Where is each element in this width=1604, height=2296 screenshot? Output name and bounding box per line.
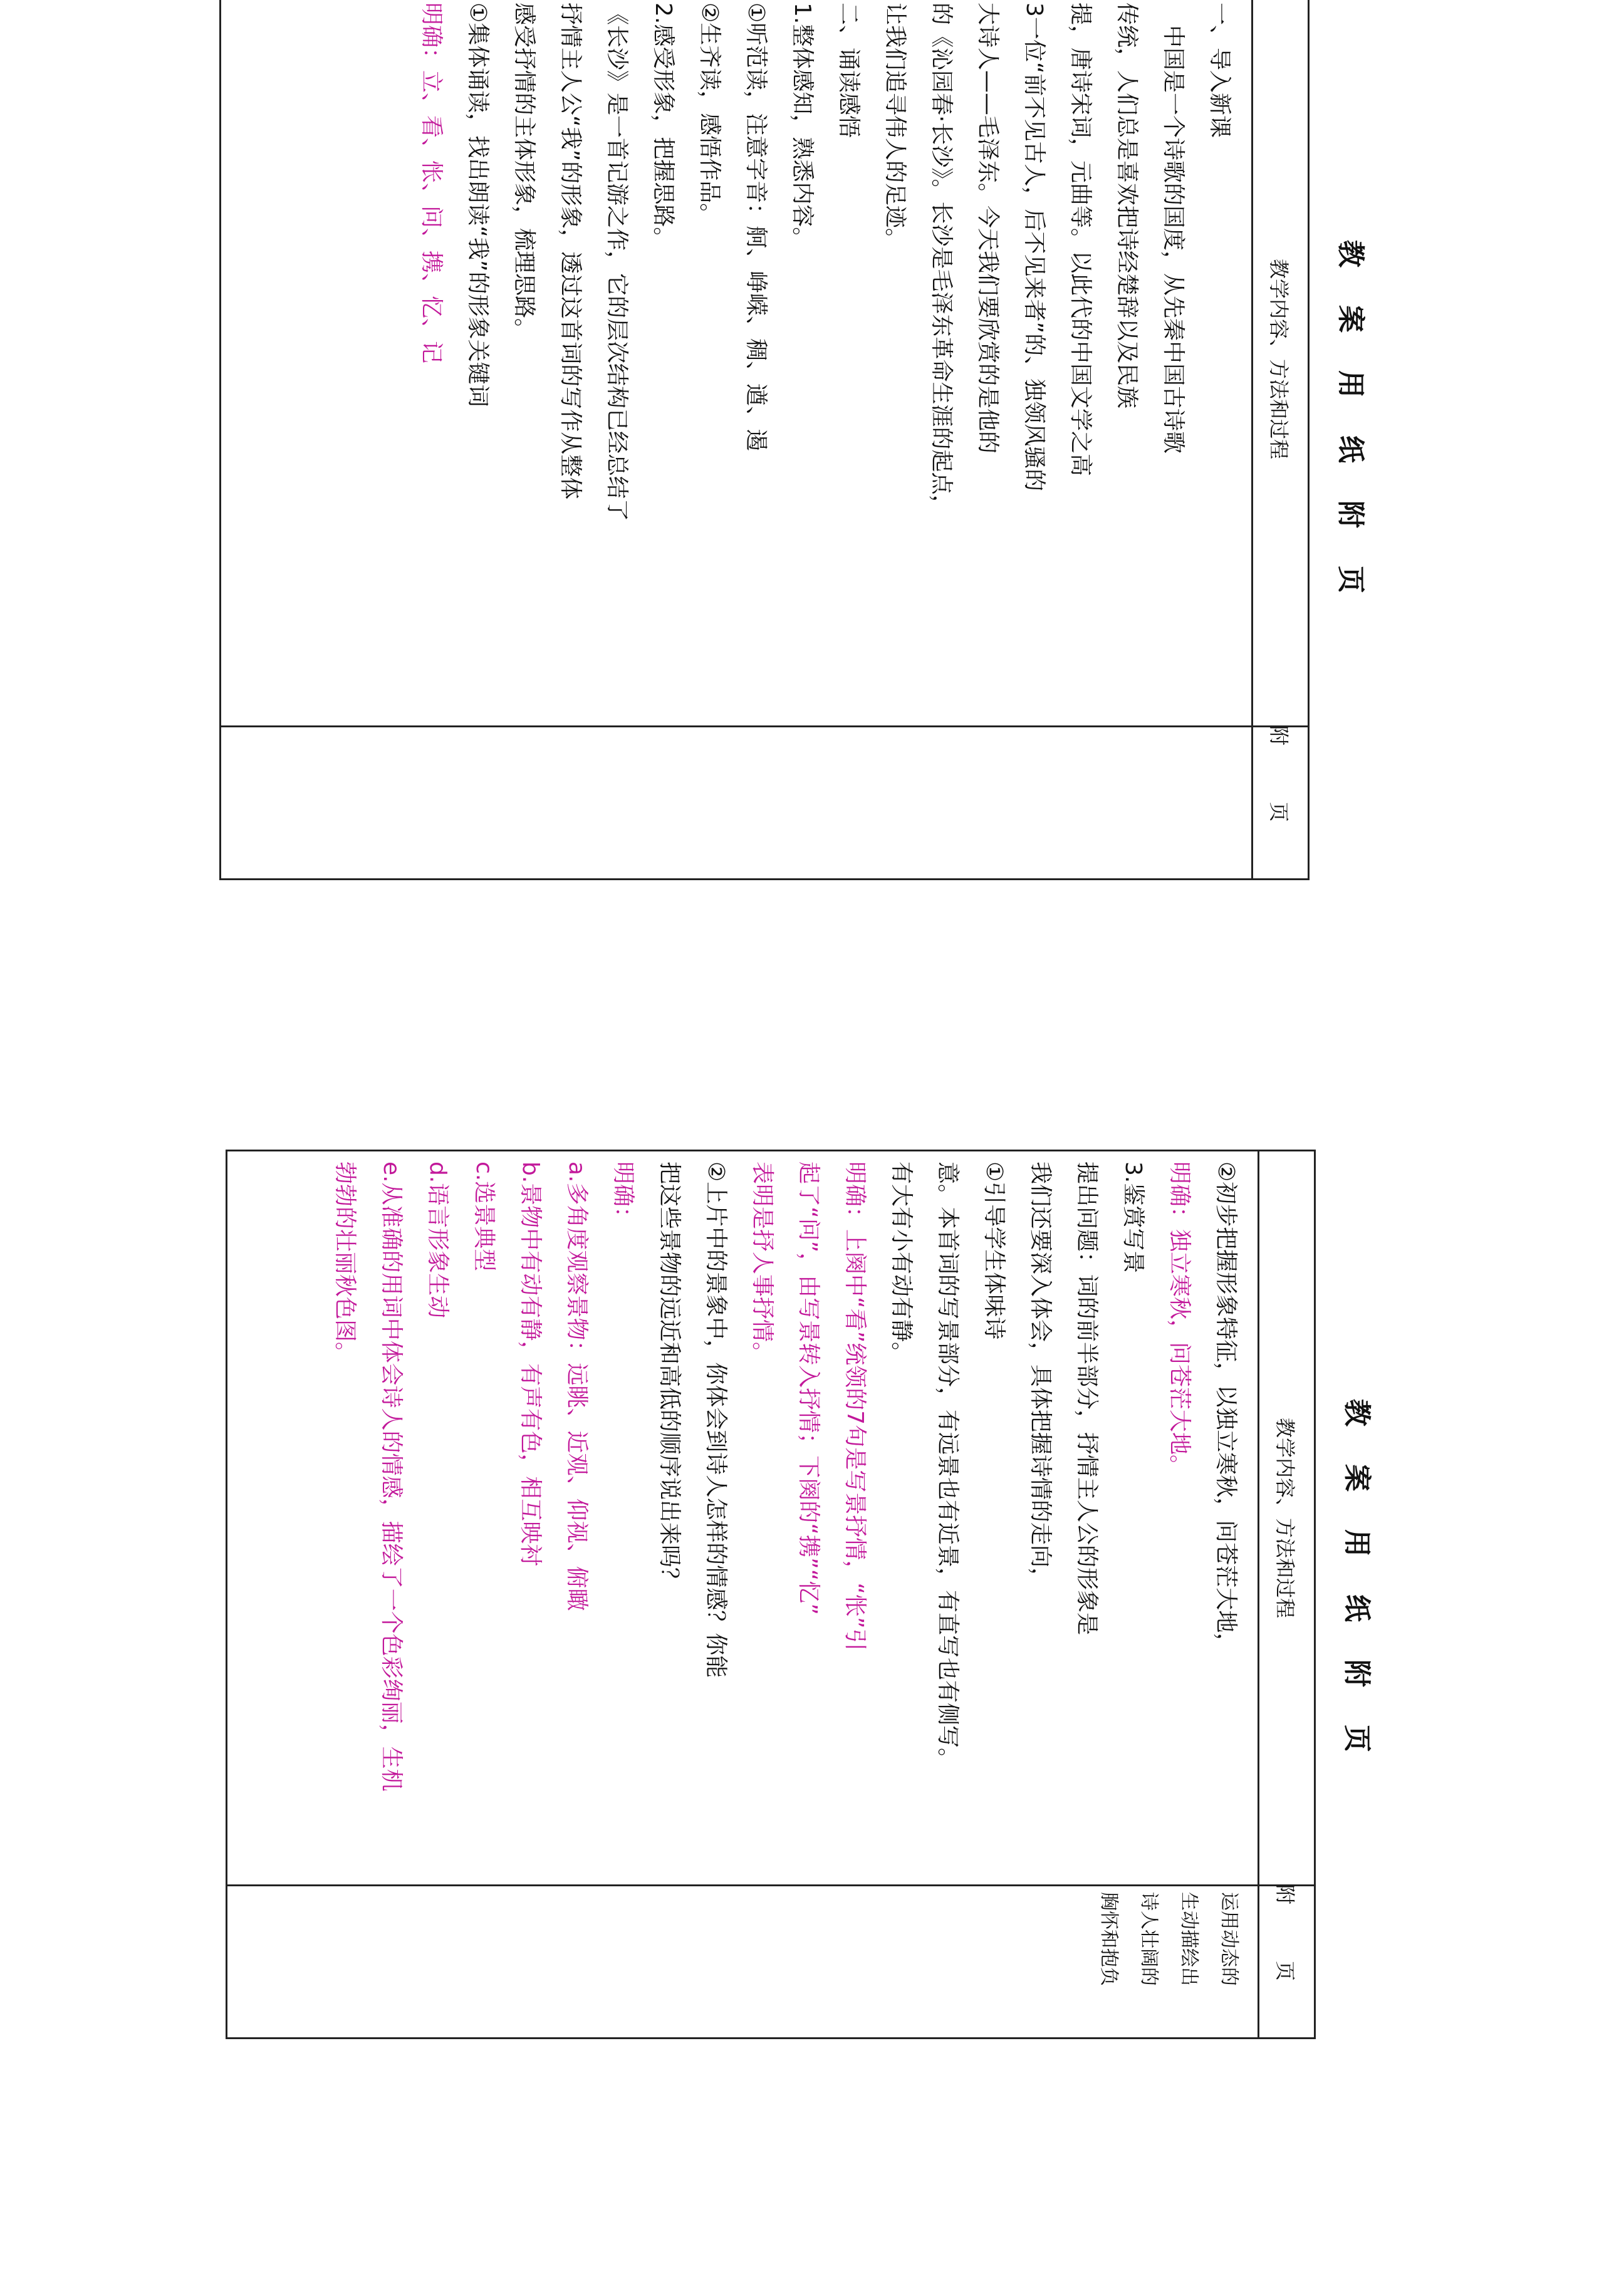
lesson-plan-sheet-2: [213, 1150, 1391, 2039]
highlight-line: d.语言形象生动: [425, 1161, 450, 1319]
highlight-line: 明确：独立寒秋，问苍茫大地。: [1167, 1161, 1192, 1478]
side-label: 附页: [1267, 725, 1291, 879]
frame-header: [1251, 0, 1308, 878]
text-line: 二、诵读感悟: [836, 3, 862, 138]
text-line: 传统，人们总是喜欢把诗经楚辞以及民族: [1114, 3, 1140, 409]
side-note-line: 运用动态的: [1218, 1892, 1240, 1986]
handwritten-content: [234, 1161, 1249, 1876]
lesson-plan-sheet-1: [207, 0, 1385, 880]
highlight-line: 勃勃的壮丽秋色图。: [332, 1161, 358, 1365]
side-notes: [234, 1892, 1249, 2034]
highlight-line: a.多角度观察景物：远眺、近观、仰视、俯瞰: [564, 1161, 590, 1611]
text-line: 的《沁园春·长沙》。长沙是毛泽东革命生涯的起点，: [929, 3, 954, 517]
text-line: 3.鉴赏写景: [1120, 1161, 1146, 1274]
content-frame: [226, 1150, 1316, 2039]
page-title: 教案用纸附页: [1335, 240, 1367, 631]
text-line: ①集体诵读，找出朗读“我”的形象关键词: [465, 3, 491, 407]
highlight-line: 明确：: [610, 1161, 636, 1230]
highlight-line: 明确：立、看、怅、问、携、忆、记: [419, 3, 444, 364]
text-line: 1.整体感知，熟悉内容。: [789, 3, 815, 250]
text-line: 我们还要深入体会，具体把握诗情的走向，: [1028, 1161, 1053, 1591]
highlight-line: e.从准确的用词中体会诗人的情感，描绘了一个色彩绚丽，生机: [378, 1161, 404, 1792]
highlight-line: 起了“问”，由写景转入抒情；下阕的“携”“忆”: [796, 1161, 821, 1615]
highlight-line: 表明是抒人事抒情。: [749, 1161, 775, 1365]
frame-header: [1258, 1151, 1314, 2037]
text-line: 把这些景物的远近和高低的顺序说出来吗？: [657, 1161, 682, 1591]
text-line: 中国是一个诗歌的国度，从先秦中国古诗歌: [1160, 3, 1186, 454]
side-label: 附页: [1273, 1884, 1298, 2038]
text-line: 让我们追寻伟人的足迹。: [882, 3, 908, 251]
content-label: 教学内容、方法和过程: [1273, 1417, 1298, 1618]
text-line: ①听范读，注意字音：舸、峥嵘、稠、遒、遏: [743, 3, 769, 452]
highlight-line: 明确：上阕中“看”统领的7句是写景抒情，“怅”引: [842, 1161, 868, 1651]
page-title: 教案用纸附页: [1341, 1399, 1373, 1790]
content-frame: [219, 0, 1310, 880]
column-divider: [221, 725, 1308, 727]
text-line: 提出问题：词的前半部分，抒情主人公的形象是: [1074, 1161, 1100, 1636]
side-note-line: 诗人壮阔的: [1138, 1892, 1160, 1986]
handwritten-content: [227, 3, 1242, 717]
text-line: 意。本首词的写景部分，有远景也有近景，有直写也有侧写。: [935, 1161, 961, 1771]
text-line: 提，唐诗宋词，元曲等。以此代的中国文学之高: [1068, 3, 1093, 477]
text-line: 3一位“前不见古人，后不见来者”的、独领风骚的: [1021, 3, 1047, 492]
content-label: 教学内容、方法和过程: [1267, 258, 1291, 459]
highlight-line: b.景物中有动有静，有声有色，相互映衬: [518, 1161, 543, 1567]
text-line: 一、导入新课: [1207, 3, 1232, 138]
text-line: 2.感受形象，把握思路。: [650, 3, 676, 250]
text-line: 抒情主人公“我”的形象，透过这首词的写作从整体: [558, 3, 583, 500]
text-line: ②生齐读，感悟作品。: [697, 3, 722, 226]
text-line: ②上片中的景象中，你体会到诗人怎样的情感？你能: [703, 1161, 729, 1678]
text-line: 大诗人——毛泽东。今天我们要欣赏的是他的: [975, 3, 1001, 454]
side-note-line: 胸怀和抱负: [1098, 1892, 1120, 1986]
column-divider: [227, 1884, 1314, 1886]
text-line: 《长沙》是一首记游之作，它的层次结构已经总结了: [604, 3, 630, 522]
highlight-line: c.选景典型: [471, 1161, 497, 1272]
text-line: 感受抒情的主体形象，梳理思路。: [511, 3, 537, 341]
text-line: ①引导学生体味诗: [981, 1161, 1007, 1340]
side-note-line: 生动描绘出: [1178, 1892, 1200, 1986]
text-line: ②初步把握形象特征，以独立寒秋，问苍茫大地，: [1213, 1161, 1239, 1656]
text-line: 有大有小有动有静。: [888, 1161, 914, 1365]
